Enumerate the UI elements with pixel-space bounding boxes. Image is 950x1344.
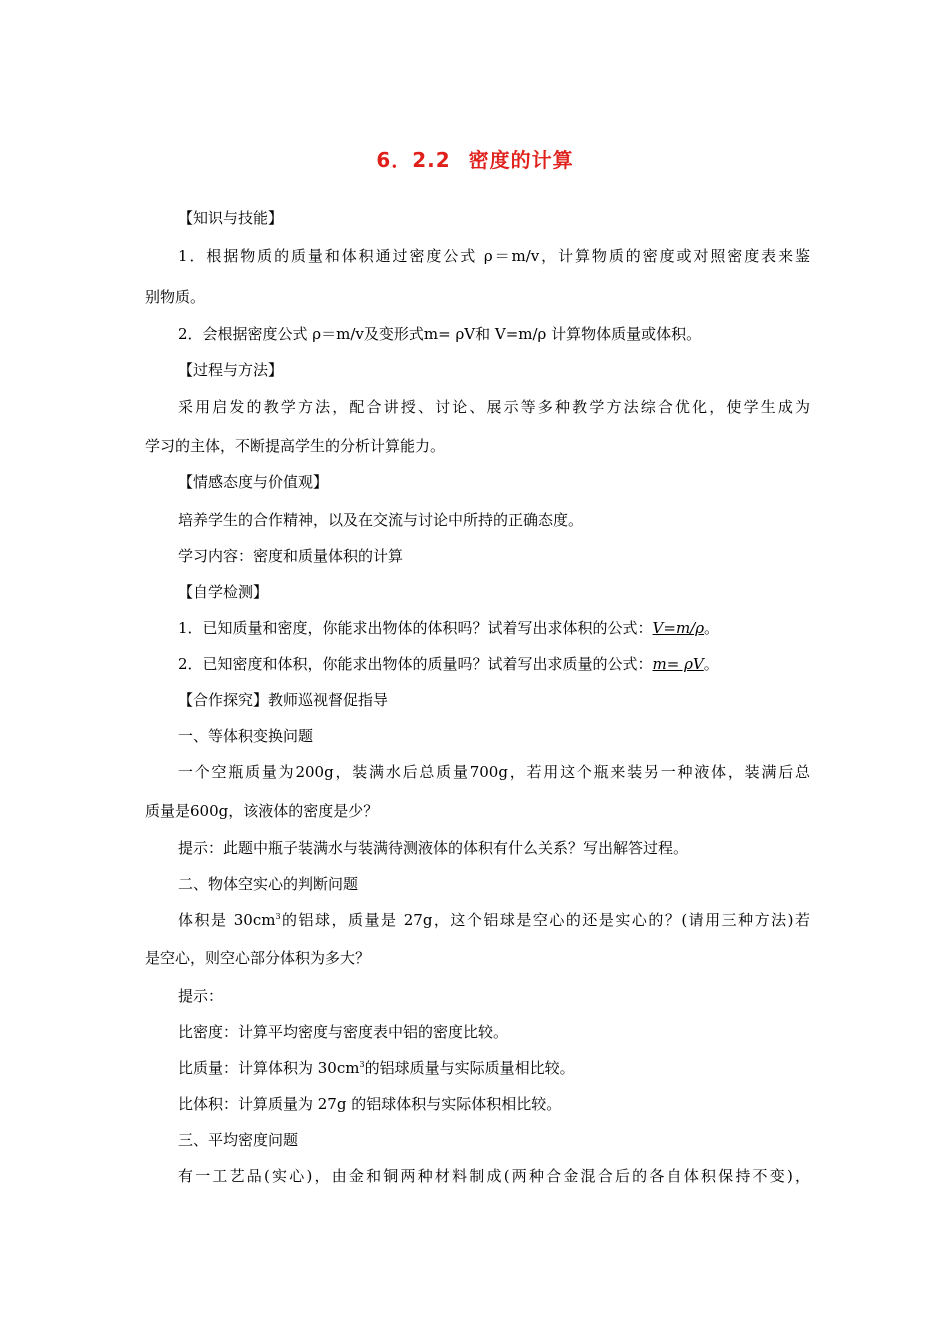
heading-attitude-values: 【情感态度与价值观】 — [178, 473, 329, 491]
problem-2-hint-label: 提示： — [178, 987, 224, 1005]
title-text: 密度的计算 — [468, 148, 574, 172]
hint-compare-mass — [178, 1058, 810, 1078]
method-line-2: 学习的主体，不断提高学生的分析计算能力。 — [145, 437, 446, 455]
self-check-2-end: 。 — [703, 655, 719, 673]
section-2-heading: 二、物体空实心的判断问题 — [178, 875, 359, 893]
self-check-1-end: 。 — [704, 619, 720, 637]
problem-2-line-2: 是空心，则空心部分体积为多大？ — [145, 949, 371, 967]
section-number: 6．2.2 — [376, 148, 451, 172]
heading-knowledge-skills: 【知识与技能】 — [178, 209, 284, 227]
attitude-text: 培养学生的合作精神，以及在交流与讨论中所持的正确态度。 — [178, 511, 584, 529]
hint-compare-volume: 比体积：计算质量为 27g 的铝球体积与实际体积相比较。 — [178, 1095, 562, 1113]
objective-2: 2．会根据密度公式 ρ＝m/v及变形式m= ρV和 V=m/ρ 计算物体质量或体积。 — [178, 325, 702, 343]
learning-content: 学习内容：密度和质量体积的计算 — [178, 547, 404, 565]
section-3-heading: 三、平均密度问题 — [178, 1131, 299, 1149]
cubic-superscript: 3 — [275, 912, 281, 921]
self-check-2-answer: m= ρV — [652, 655, 704, 673]
self-check-2-question: 2．已知密度和体积，你能求出物体的质量吗？试着写出求质量的公式： — [178, 655, 653, 673]
problem-1-line-1: 一个空瓶质量为200g，装满水后总质量700g，若用这个瓶来装另一种液体，装满后总 — [178, 763, 810, 781]
heading-process-method: 【过程与方法】 — [178, 361, 284, 379]
hint-mass-text-end: 的铝球质量与实际质量相比较。 — [364, 1059, 575, 1077]
objective-1-line-1: 1．根据物质的质量和体积通过密度公式 ρ＝m/v，计算物质的密度或对照密度表来鉴 — [178, 247, 810, 265]
hint-compare-density: 比密度：计算平均密度与密度表中铝的密度比较。 — [178, 1023, 509, 1041]
heading-self-check: 【自学检测】 — [178, 583, 269, 601]
problem-2-volume: 体积是 30cm — [178, 911, 276, 929]
hint-mass-text: 比质量：计算体积为 30cm — [178, 1059, 360, 1077]
problem-2-line-1 — [178, 910, 810, 930]
objective-1-line-2: 别物质。 — [145, 288, 206, 306]
problem-1-line-2: 质量是600g，该液体的密度是少？ — [145, 802, 379, 820]
self-check-1 — [178, 618, 810, 638]
cubic-superscript: 3 — [359, 1060, 365, 1069]
heading-cooperative-inquiry: 【合作探究】教师巡视督促指导 — [178, 691, 389, 709]
section-1-heading: 一、等体积变换问题 — [178, 727, 314, 745]
page-title — [0, 144, 950, 173]
problem-2-question: 的铝球，质量是 27g，这个铝球是空心的还是实心的？(请用三种方法)若 — [280, 911, 810, 929]
problem-1-hint: 提示：此题中瓶子装满水与装满待测液体的体积有什么关系？写出解答过程。 — [178, 839, 689, 857]
problem-3-line-1: 有一工艺品(实心)，由金和铜两种材料制成(两种合金混合后的各自体积保持不变)， — [178, 1167, 810, 1185]
self-check-1-question: 1．已知质量和密度，你能求出物体的体积吗？试着写出求体积的公式： — [178, 619, 653, 637]
method-line-1: 采用启发的教学方法，配合讲授、讨论、展示等多种教学方法综合优化，使学生成为 — [178, 398, 810, 416]
self-check-2 — [178, 654, 810, 674]
self-check-1-answer: V=m/ρ — [652, 619, 705, 637]
